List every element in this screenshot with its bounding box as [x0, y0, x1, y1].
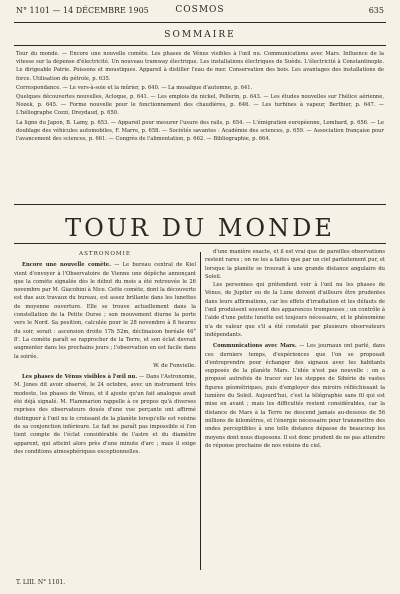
- section-title: TOUR DU MONDE: [65, 214, 335, 242]
- summary-block: [16, 50, 384, 144]
- title-rule-top: [14, 204, 386, 205]
- signature: W. de Fonvielle.: [153, 362, 196, 369]
- article-body: d'une manière exacte, et il est vrai que de pareilles observations restent rares ; on ne les a faites que par un ciel parfaitement pur, et lorsque la planète se trouvait à une grande distance angulaire du Soleil.: [205, 249, 385, 280]
- article-paragraph: [14, 373, 196, 456]
- article-paragraph: [205, 248, 385, 281]
- section-label: ASTRONOMIE: [79, 251, 131, 257]
- summary-paragraph: Quelques découvertes nouvelles, Acloque, p. 641. — Les emplois du nickel, Pellerin, p. 643. — Les études nouvelles sur l'hélice aérienne, Nozek, p. 645. — Forme nouvelle pour le fonctionnement des chaudières, p. 646. — Les turbines à vapeur, Berthier, p. 647. — L'héliographe Cozzi, Dreydaud, p. 650.: [16, 94, 384, 117]
- summary-paragraph: La ligne du Japon, B. Lamy, p. 653. — Appareil pour mesurer l'usure des rails, p. 654. — L'émigration européenne, Lombard, p. 656. — Le doublage des véhicules automobiles, F. Marre, p. 658. — Sociétés savantes : Académie des sciences, p. 659. — Association française pour l'avancement des sciences, p. 661. — Congrès de l'alimentation, p. 662. — Bibliographie, p. 664.: [16, 119, 384, 143]
- summary-rule-top: [14, 45, 386, 46]
- title-rule-bottom: [14, 243, 386, 244]
- article-body: — Les journaux ont parlé, dans ces derniers temps, d'expériences que l'on se proposait d'entreprendre pour échanger des signaux avec les habitants supposés de la planète Mars. L'idée n'est pas nouvelle : on a proposé autrefois de tracer sur les steppes de Sibérie de vastes figures géométriques, puis d'employer des miroirs réfléchissant la lumière du Soleil. Aujourd'hui, c'est la télégraphie sans fil qui est mise en avant ; mais les difficultés restent considérables, car la distance de Mars à la Terre ne descend jamais au-dessous de 56 millions de kilomètres, et l'énergie nécessaire pour transmettre des ondes perceptibles à une telle distance dépasse de beaucoup les moyens dont nous disposons. Il est donc prudent de ne pas attendre de réponse prochaine de nos voisins du ciel.: [205, 343, 385, 449]
- article-lead: Les phases de Vénus visibles à l'œil nu.: [22, 374, 138, 381]
- page-footer: T. LIII. N° 1101.: [16, 579, 66, 586]
- article-paragraph: [205, 342, 385, 450]
- summary-paragraph: Correspondance. — Le vers-à-soie et la mûrier, p. 640. — La mosaïque d'automne, p. 641.: [16, 84, 253, 91]
- issue-line: N° 1101 — 14 DÉCEMBRE 1905: [16, 6, 149, 15]
- journal-name: COSMOS: [175, 5, 225, 15]
- article-body: Les personnes qui prétendent voir à l'œil nu les phases de Vénus, de Jupiter ou de la Lune doivent d'ailleurs être prudentes dans leurs affirmations, car les effets d'irradiation et les défauts de l'œil produisent souvent des apparences trompeuses ; un contrôle à l'aide d'une petite lunette est toujours nécessaire, et le phénomène n'a de valeur que s'il a été constaté par plusieurs observateurs indépendants.: [205, 282, 385, 338]
- left-column: [14, 248, 196, 456]
- column-divider: [200, 252, 201, 570]
- header-rule: [14, 22, 386, 23]
- summary-heading: SOMMAIRE: [164, 30, 236, 40]
- article-paragraph: [14, 261, 196, 361]
- article-body: — Dans l'Astronomie, M. Jones dit avoir observé, le 24 octobre, avec un instrument très modeste, les phases de Vénus, et il ajoute qu'un fait analogue avait été déjà signalé. M. Flammarion rappelle à ce propos qu'à diverses reprises des observateurs doués d'une vue perçante ont affirmé distinguer à l'œil nu le croissant de la planète lorsqu'elle est voisine de sa conjonction inférieure. Le fait ne paraît pas impossible si l'on tient compte de l'éclat considérable de l'astre et du diamètre apparent, qui atteint alors près d'une minute d'arc ; mais il exige des conditions atmosphériques exceptionnelles.: [14, 374, 196, 455]
- summary-paragraph: Tour du monde. — Encore une nouvelle comète. Les phases de Vénus visibles à l'œil nu. Communications avec Mars. Influence de la vitesse sur la dépense d'électricité. Un nouveau tramway électrique. Les installations électriques de Suède. L'électricité à Constantinople. Le dirigeable Patrie. Poissons et moustiques. Appareil à distiller l'eau de mer. Conservation des bois. Les avantages des installations de force. Utilisation du pétrole, p. 635.: [16, 51, 384, 82]
- article-lead: Communications avec Mars.: [213, 343, 297, 350]
- article-paragraph: [205, 281, 385, 339]
- page-number: 635: [368, 6, 384, 15]
- article-body: — Le bureau central de Kiel vient d'envoyer à l'Observatoire de Vienne une dépêche annonçant que la comète signalée dès le début du mois a été retrouvée le 26 novembre par M. Giacobini à Nice. Cette comète, dont la découverte est due aux travaux du bureau, est assez brillante dans les lunettes de moyenne ouverture. Elle se trouve actuellement dans la constellation de la Petite Ourse ; son mouvement diurne la porte vers le Nord. Sa position, calculée pour le 28 novembre à 8 heures du soir, serait : ascension droite 17h 52m, déclinaison boréale 46° 8'. La comète paraît se rapprocher de la Terre, et son éclat devrait augmenter dans les prochains jours ; l'observation en est facile dans la soirée.: [14, 262, 196, 360]
- running-header: [14, 4, 386, 20]
- article-lead: Encore une nouvelle comète.: [22, 262, 111, 269]
- right-column: [205, 248, 385, 450]
